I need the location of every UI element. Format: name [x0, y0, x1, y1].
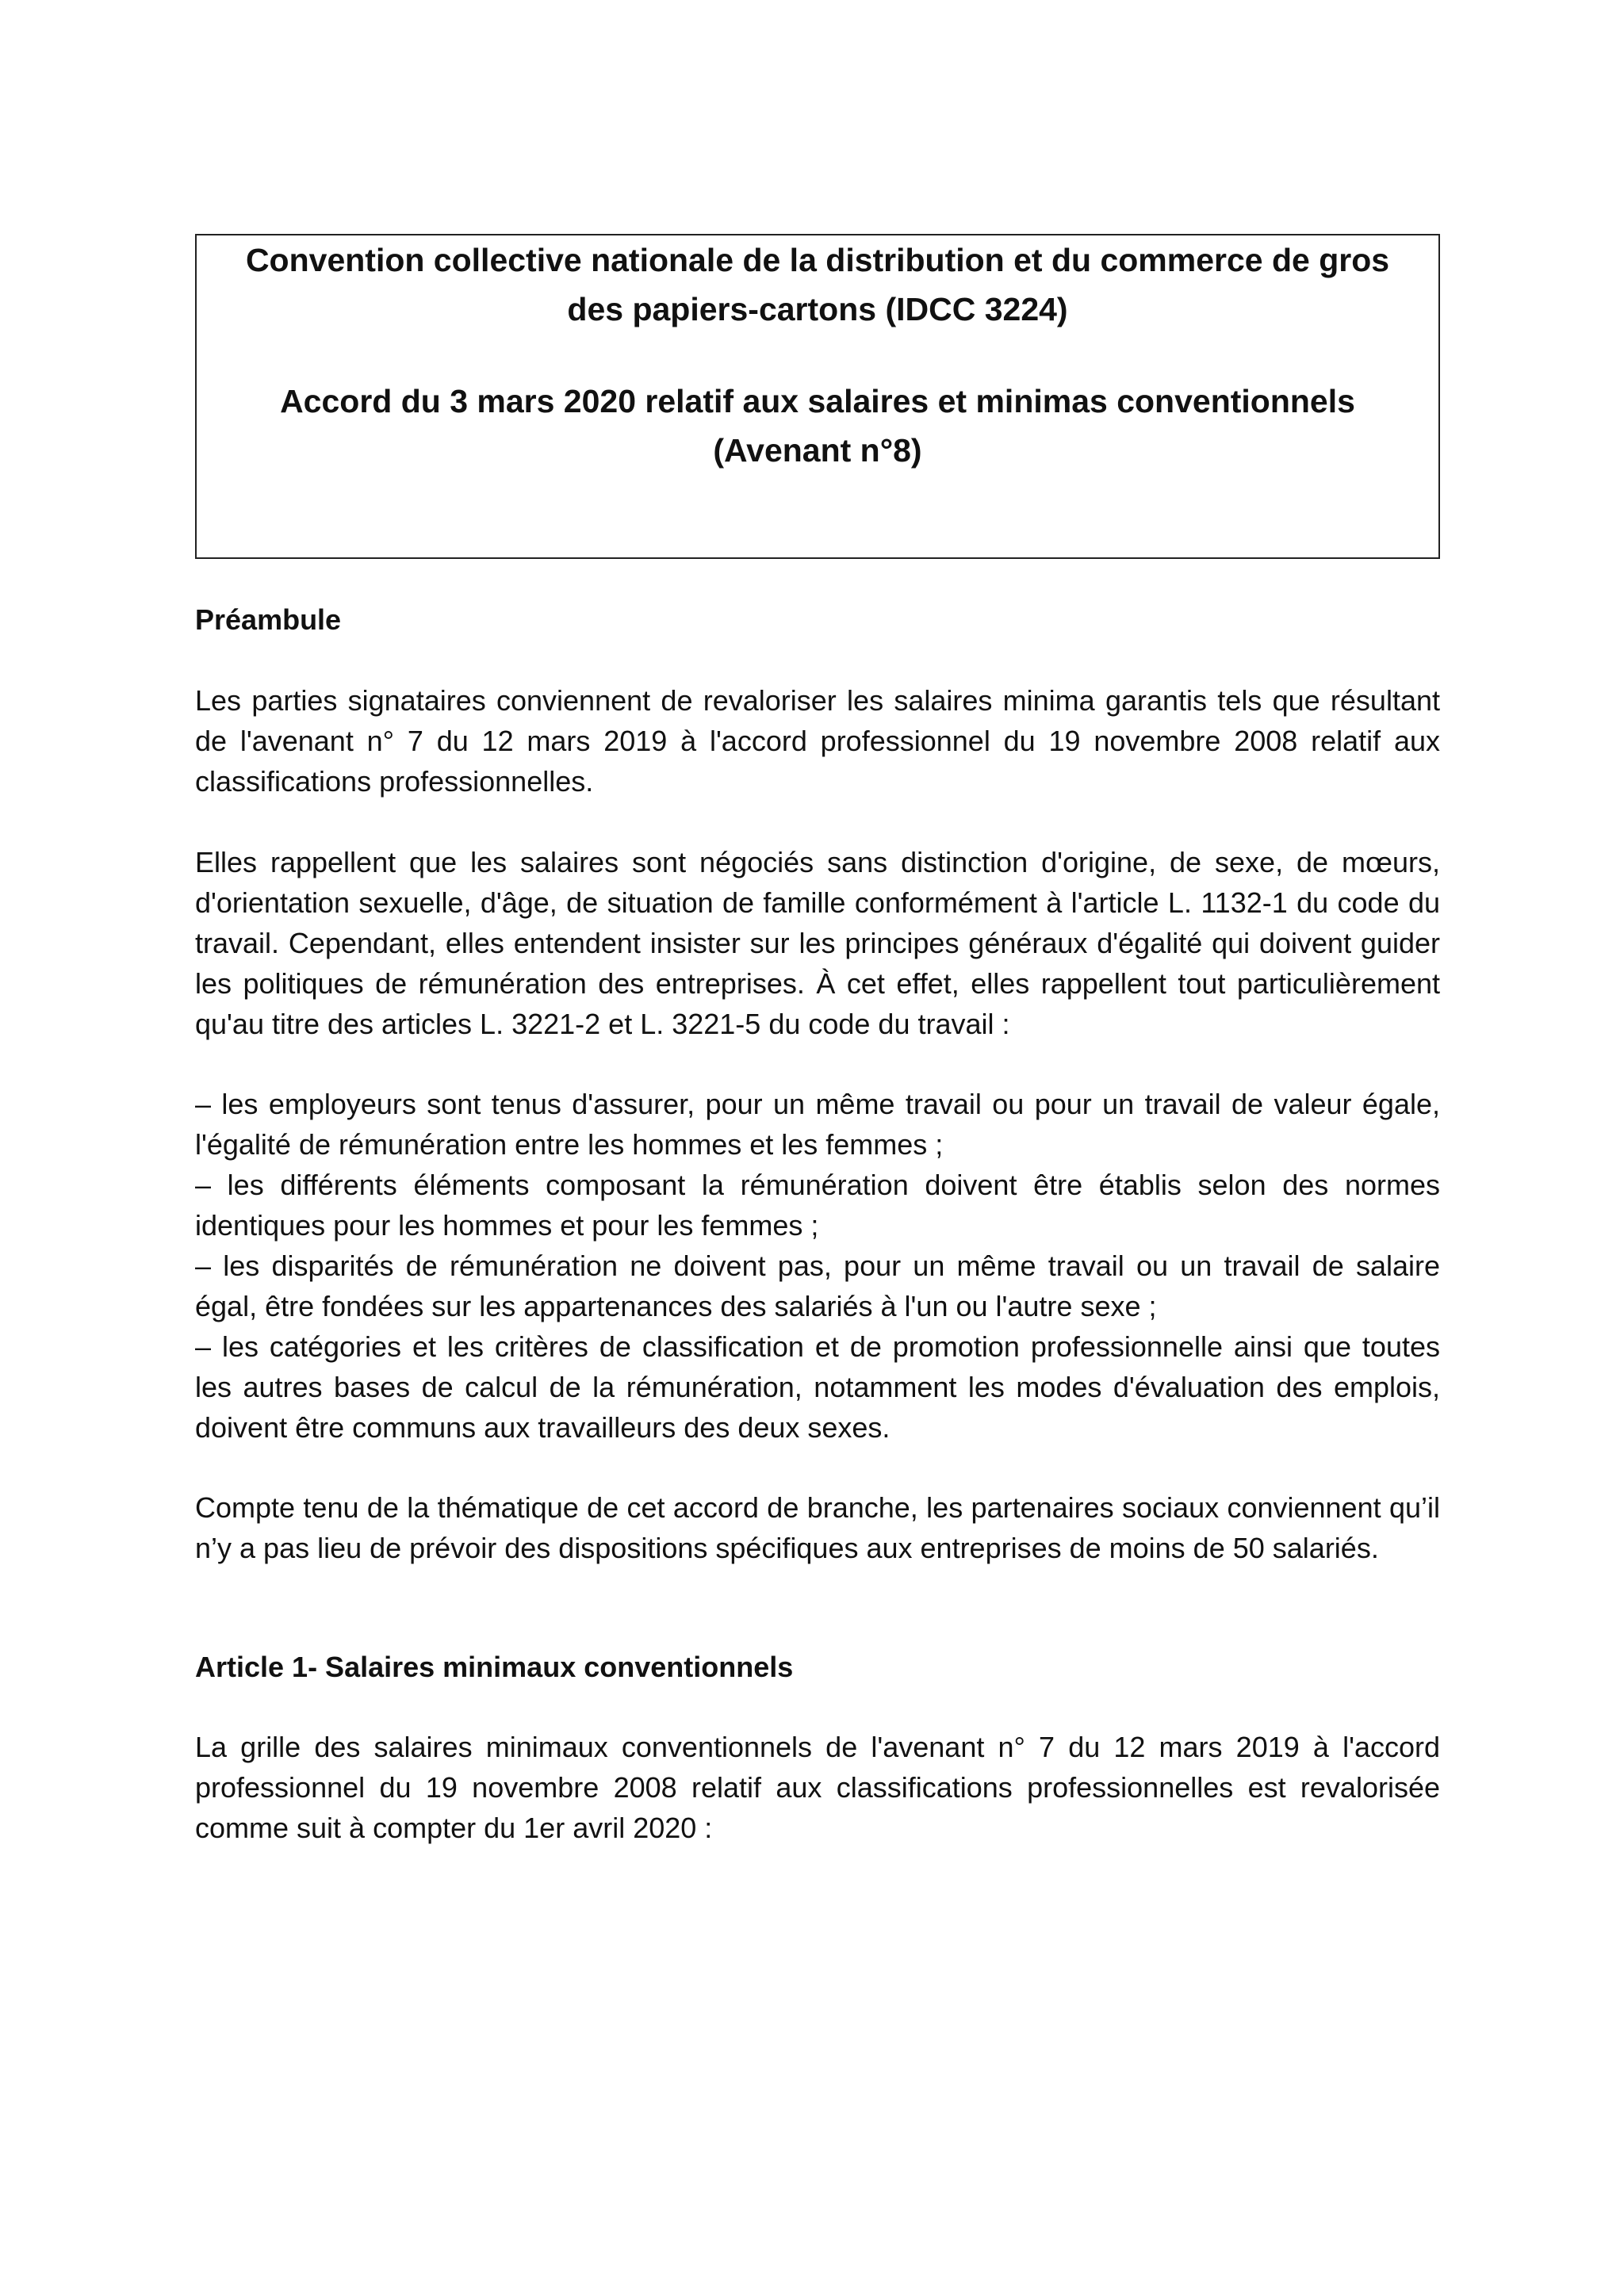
article-1-heading: Article 1- Salaires minimaux conventionnels	[195, 1651, 794, 1683]
title-line-4: (Avenant n°8)	[713, 432, 922, 469]
list-item: – les catégories et les critères de classification et de promotion professionnelle ainsi que toutes les autres bases de calcul de la rémunération, notamment les modes d'évaluation des emplois, doivent être communs aux travailleurs des deux sexes.	[195, 1330, 1440, 1444]
list-item: – les différents éléments composant la rémunération doivent être établis selon des normes identiques pour les hommes et pour les femmes ;	[195, 1169, 1440, 1242]
article-1-paragraph-1-text: La grille des salaires minimaux conventionnels de l'avenant n° 7 du 12 mars 2019 à l'accord professionnel du 19 novembre 2008 relatif aux classifications professionnelles est revalorisée comme suit à compter du 1er avril 2020 :	[195, 1731, 1440, 1844]
preambule-paragraph-1-text: Les parties signataires conviennent de revaloriser les salaires minima garantis tels que résultant de l'avenant n° 7 du 12 mars 2019 à l'accord professionnel du 19 novembre 2008 relatif aux classifications professionnelles.	[195, 684, 1440, 798]
title-line-1: Convention collective nationale de la distribution et du commerce de gros	[245, 242, 1390, 278]
title-box	[195, 234, 1440, 559]
article-1-paragraph-1	[195, 1727, 1440, 1848]
preambule-paragraph-1	[195, 680, 1440, 802]
list-item: – les disparités de rémunération ne doivent pas, pour un même travail ou un travail de salaire égal, être fondées sur les appartenances des salariés à l'un ou l'autre sexe ;	[195, 1249, 1440, 1322]
equality-principles-list	[195, 1084, 1440, 1448]
preambule-paragraph-2	[195, 842, 1440, 1044]
preambule-paragraph-3-text: Compte tenu de la thématique de cet accord de branche, les partenaires sociaux conviennent qu’il n’y a pas lieu de prévoir des dispositions spécifiques aux entreprises de moins de 50 salariés.	[195, 1491, 1440, 1564]
title-line-2: des papiers-cartons (IDCC 3224)	[567, 291, 1068, 327]
list-item: – les employeurs sont tenus d'assurer, pour un même travail ou pour un travail de valeur égale, l'égalité de rémunération entre les hommes et les femmes ;	[195, 1088, 1440, 1161]
preambule-paragraph-3	[195, 1487, 1440, 1568]
preambule-heading: Préambule	[195, 603, 342, 636]
preambule-paragraph-2-text: Elles rappellent que les salaires sont négociés sans distinction d'origine, de sexe, de mœurs, d'orientation sexuelle, d'âge, de situation de famille conformément à l'article L. 1132-1 du code du travail. Cependant, elles entendent insister sur les principes généraux d'égalité qui doivent guider les politiques de rémunération des entreprises. À cet effet, elles rappellent tout particulièrement qu'au titre des articles L. 3221-2 et L. 3221-5 du code du travail :	[195, 846, 1440, 1040]
title-line-3: Accord du 3 mars 2020 relatif aux salaires et minimas conventionnels	[280, 383, 1355, 419]
